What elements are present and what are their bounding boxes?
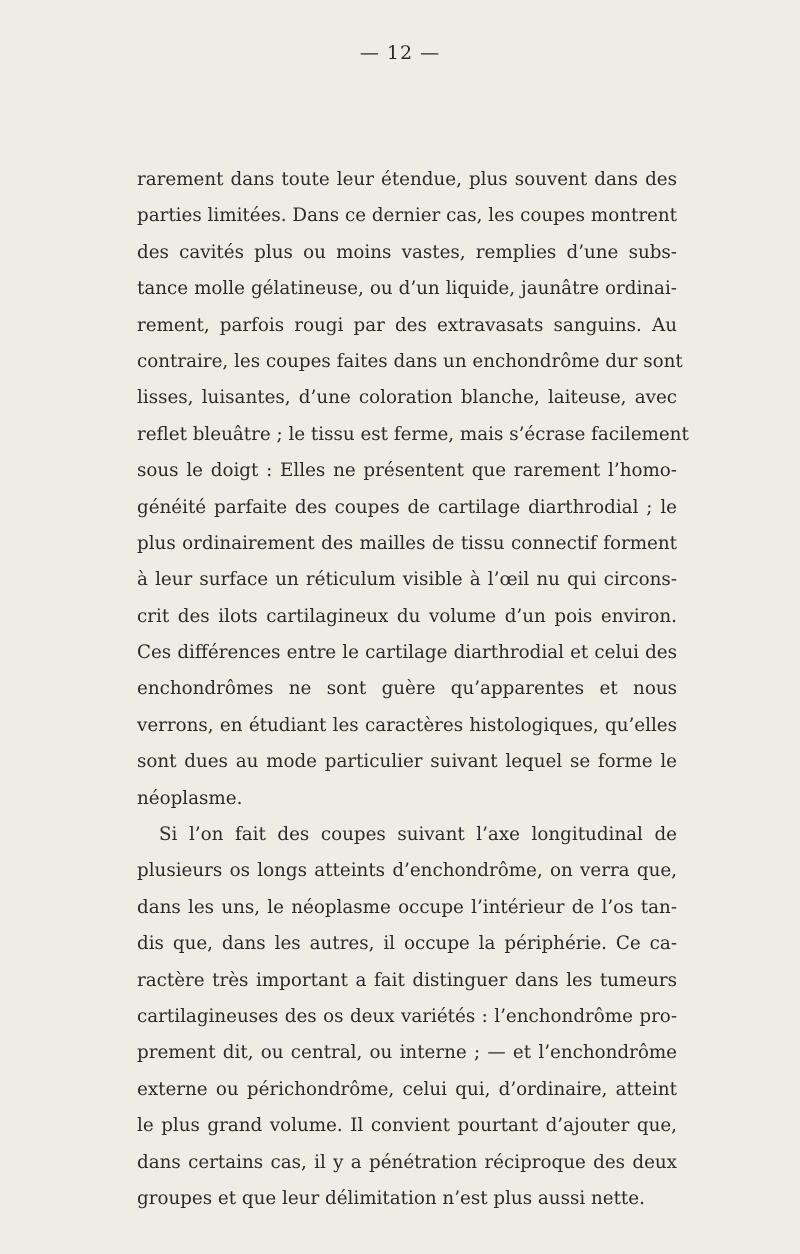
text-line: à leur surface un réticulum visible à l’œil nu qui circons-	[137, 569, 677, 591]
text-line: généité parfaite des coupes de cartilage diarthrodial ; le	[137, 496, 677, 518]
text-line: Si l’on fait des coupes suivant l’axe longitudinal de	[159, 824, 677, 846]
text-line: sous le doigt : Elles ne présentent que rarement l’homo-	[137, 460, 677, 482]
body-text	[137, 162, 689, 1217]
text-line: plusieurs os longs atteints d’enchondrôme, on verra que,	[137, 860, 677, 882]
text-line: enchondrômes ne sont guère qu’apparentes et nous	[137, 678, 677, 700]
text-line: dans les uns, le néoplasme occupe l’intérieur de l’os tan-	[137, 896, 677, 918]
text-line: le plus grand volume. Il convient pourtant d’ajouter que,	[137, 1115, 677, 1137]
text-line: crit des ilots cartilagineux du volume d’un pois environ.	[137, 605, 677, 627]
text-line: tance molle gélatineuse, ou d’un liquide, jaunâtre ordinai-	[137, 278, 677, 300]
text-line: parties limitées. Dans ce dernier cas, les coupes montrent	[137, 205, 677, 227]
text-line: reflet bleuâtre ; le tissu est ferme, mais s’écrase facilement	[137, 423, 689, 445]
text-line: rarement dans toute leur étendue, plus souvent dans des	[137, 169, 677, 190]
text-line: néoplasme.	[137, 787, 243, 809]
text-line: externe ou périchondrôme, celui qui, d’ordinaire, atteint	[137, 1078, 677, 1100]
page-number: — 12 —	[359, 42, 441, 64]
text-line: prement dit, ou central, ou interne ; — et l’enchondrôme	[137, 1042, 677, 1064]
text-line: dis que, dans les autres, il occupe la périphérie. Ce ca-	[137, 933, 677, 955]
text-line: ractère très important a fait distinguer dans les tumeurs	[137, 969, 677, 991]
text-line: cartilagineuses des os deux variétés : l’enchondrôme pro-	[137, 1005, 677, 1027]
text-line: groupes et que leur délimitation n’est plus aussi nette.	[137, 1187, 645, 1209]
text-line: lisses, luisantes, d’une coloration blanche, laiteuse, avec	[137, 387, 677, 409]
text-line: verrons, en étudiant les caractères histologiques, qu’elles	[137, 714, 677, 736]
text-line: plus ordinairement des mailles de tissu connectif forment	[137, 532, 677, 554]
text-line: contraire, les coupes faites dans un enchondrôme dur sont	[137, 350, 683, 372]
text-line: des cavités plus ou moins vastes, remplies d’une subs-	[137, 241, 677, 263]
text-line: rement, parfois rougi par des extravasats sanguins. Au	[137, 314, 677, 336]
text-line: sont dues au mode particulier suivant lequel se forme le	[137, 751, 677, 773]
text-line: dans certains cas, il y a pénétration réciproque des deux	[137, 1151, 677, 1173]
text-line: Ces différences entre le cartilage diarthrodial et celui des	[137, 642, 677, 664]
